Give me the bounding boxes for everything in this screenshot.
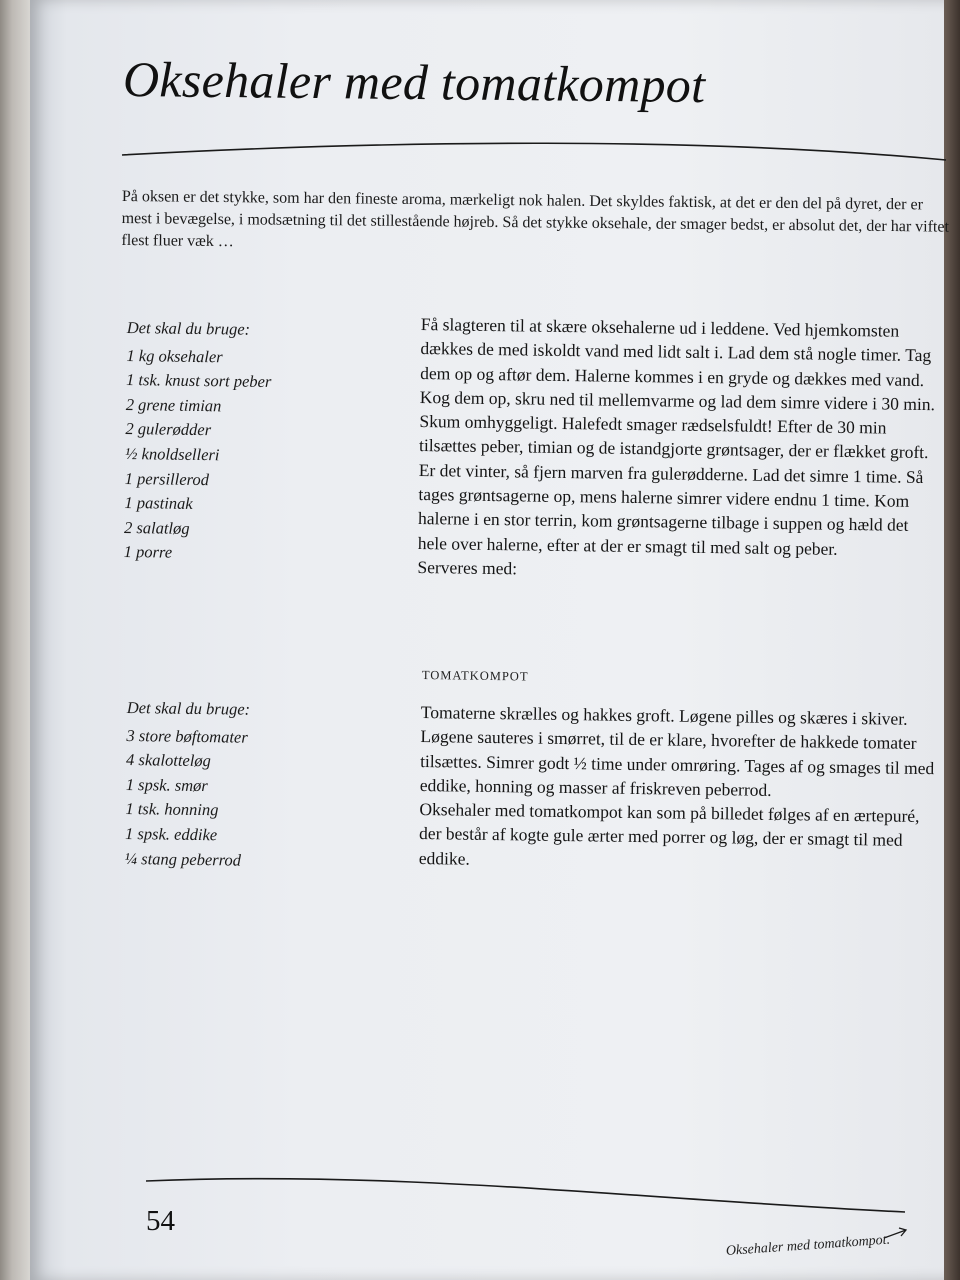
ingredients-list xyxy=(124,344,397,569)
ingredient-item: 1 tsk. knust sort peber xyxy=(125,370,272,392)
ingredient-item: 3 store bøftomater xyxy=(126,725,248,747)
continued-note: Oksehaler med tomatkompot. xyxy=(725,1232,891,1259)
ingredient-item: 2 grene timian xyxy=(125,394,222,416)
recipe-title: Oksehaler med tomatkompot xyxy=(122,51,706,114)
show-through-text xyxy=(780,60,790,81)
ingredient-item: ½ knoldselleri xyxy=(124,443,220,465)
serve-with-text: Serveres med: xyxy=(417,556,518,579)
ingredient-item: 2 gulerødder xyxy=(125,419,212,440)
book-page-edges xyxy=(0,0,30,1280)
method-main xyxy=(417,312,941,586)
book-background xyxy=(944,0,960,1280)
method-text: Tomaterne skrælles og hakkes groft. Løgene pilles og skæres i skiver. Løgene sauteres i smørret, til de er klare, hvorefter de hakkede tomater tilsættes. Simrer godt ½ time under omrøring. Tages af og smages til med eddike, honning og masser af friskreven peberrod. xyxy=(419,701,935,800)
ingredients-main xyxy=(124,316,397,569)
ingredient-item: 1 kg oksehaler xyxy=(126,345,223,366)
ingredient-item: 1 spsk. eddike xyxy=(124,823,218,845)
ingredient-item: 2 salatløg xyxy=(123,517,190,538)
page-number: 54 xyxy=(146,1205,175,1237)
subrecipe-heading: TOMATKOMPOT xyxy=(421,668,529,684)
ingredient-item: 1 porre xyxy=(123,542,173,562)
ingredient-item: 1 persillerod xyxy=(124,468,210,489)
method-kompot xyxy=(419,700,936,877)
ingredient-item: 1 pastinak xyxy=(124,493,193,514)
ingredients-label: Det skal du bruge: xyxy=(126,697,251,719)
intro-paragraph: På oksen er det stykke, som har den fineste aroma, mærkeligt nok halen. Det skyldes faktisk, at det er den del på dyret, der er mest i bevægelse, i modsætning til det stillestående højreb. Så det stykke oksehale, der smager bedst, er absolut det, der har viftet flest fluer væk … xyxy=(121,187,950,251)
ingredient-item: ¼ stang peberrod xyxy=(124,848,242,870)
ingredients-list xyxy=(125,724,397,875)
method-text: Få slagteren til at skære oksehalerne ud i leddene. Ved hjemkomsten dækkes de med iskoldt vand med lidt salt i. Lad dem stå nogle timer. Tag dem op og aftør dem. Halerne kommes i en gryde og dækkes med vand. Kog dem op, skru ned til mellemvarme og lad dem simre videre i 30 min. Skum omhyggeligt. Halefedt smager rædselsfuldt! Efter de 30 min tilsættes peber, timian og de istandgjorte grøntsager, der er flækket groft. Er det vinter, så fjern marven fra gulerødderne. Lad det simre 1 time. Så tages grøntsagerne op, mens halerne simrer videre endnu 1 time. Kom halerne i en stor terrin, kom grøntsagerne tilbage i suppen og hæld det hele over halerne, efter at der er smagt til med salt og peber. xyxy=(417,313,936,559)
ingredient-item: 1 spsk. smør xyxy=(125,774,208,795)
ingredients-kompot xyxy=(125,696,397,875)
ingredient-item: 1 tsk. honning xyxy=(125,799,219,820)
serving-note: Oksehaler med tomatkompot kan som på billedet følges af en ærtepuré, der består af kogte gule ærter med porrer og løg, der er smagt til med eddike. xyxy=(418,799,920,869)
ingredient-item: 4 skalotteløg xyxy=(125,750,212,771)
ingredients-label: Det skal du bruge: xyxy=(126,317,251,339)
